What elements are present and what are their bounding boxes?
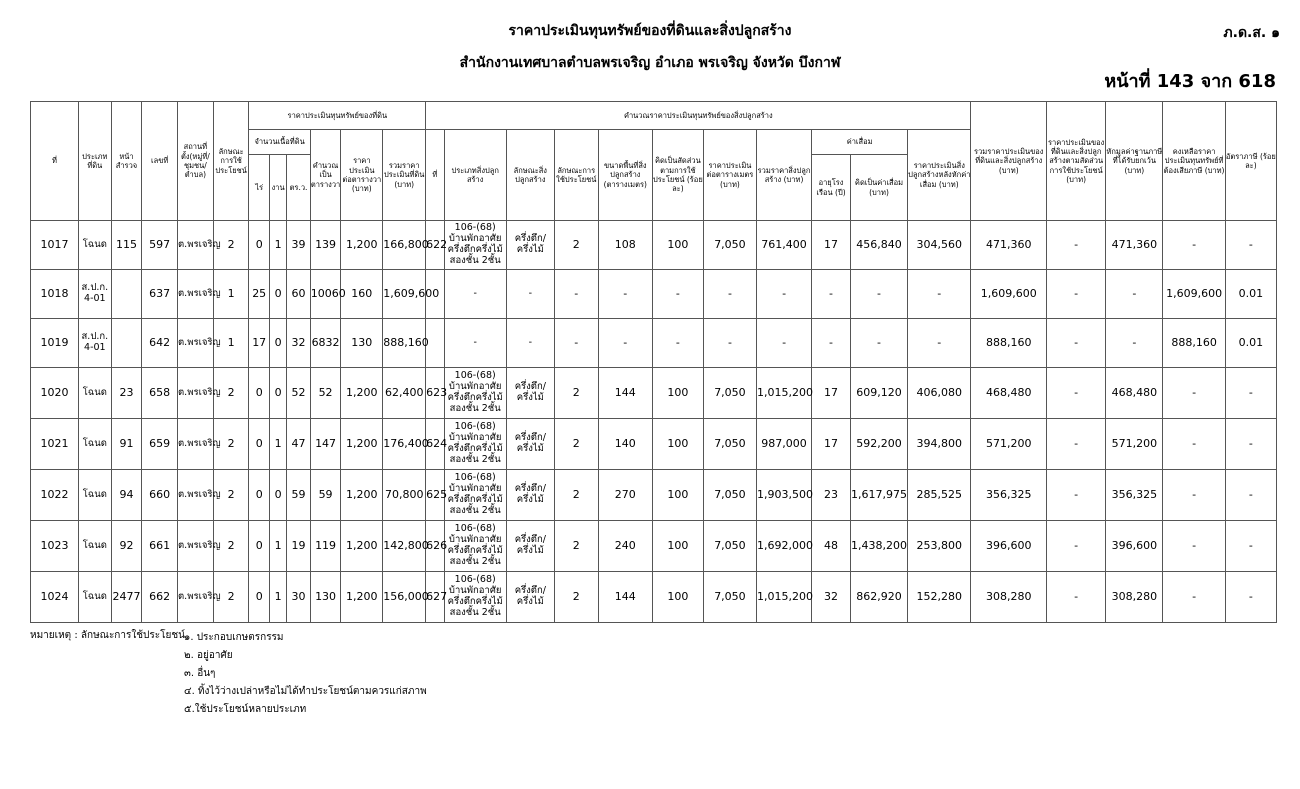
cell-survey-page: 23 — [111, 368, 142, 419]
col-header-survey-page: หน้าสำรวจ — [111, 102, 142, 221]
table-row — [31, 521, 1277, 572]
cell-bld-price-sqm: 7,050 — [703, 368, 756, 419]
cell-bld-area: 240 — [598, 521, 652, 572]
col-header-bld-pct: คิดเป็นสัดส่วนตามการใช้ประโยชน์ (ร้อยละ) — [652, 130, 703, 221]
col-header-wa: ตร.ว. — [287, 155, 310, 221]
cell-bld-usage: 2 — [554, 419, 598, 470]
cell-total-value: 571,200 — [971, 419, 1047, 470]
cell-proportional: - — [1047, 521, 1106, 572]
cell-survey-page — [111, 270, 142, 319]
cell-tax-rate: - — [1225, 221, 1276, 270]
cell-location: ต.พรเจริญ — [178, 572, 214, 623]
cell-bld-usage: 2 — [554, 470, 598, 521]
table-row — [31, 319, 1277, 368]
cell-tax-rate: - — [1225, 470, 1276, 521]
cell-depr-amount: 592,200 — [850, 419, 907, 470]
cell-bld-usage: 2 — [554, 572, 598, 623]
cell-deed-no: 660 — [142, 470, 178, 521]
col-group-building-value: คำนวณราคาประเมินทุนทรัพย์ของสิ่งปลูกสร้าง — [426, 102, 971, 130]
cell-depr-amount: 1,438,200 — [850, 521, 907, 572]
cell-total-value: 1,609,600 — [971, 270, 1047, 319]
cell-bld-usage: - — [554, 270, 598, 319]
cell-land-type: ส.ป.ก. 4-01 — [78, 319, 111, 368]
cell-price-per-wa: 1,200 — [341, 221, 383, 270]
cell-survey-page — [111, 319, 142, 368]
col-header-age: อายุโรงเรือน (ปี) — [812, 155, 851, 221]
cell-usage: 2 — [213, 572, 249, 623]
cell-price-per-wa: 130 — [341, 319, 383, 368]
cell-wa: 30 — [287, 572, 310, 623]
cell-price-per-wa: 1,200 — [341, 470, 383, 521]
cell-proportional: - — [1047, 221, 1106, 270]
cell-bld-char: ครึ่งตึก/ครึ่งไม้ — [506, 419, 554, 470]
cell-land-type: โฉนด — [78, 221, 111, 270]
cell-wa: 32 — [287, 319, 310, 368]
cell-taxable: - — [1163, 470, 1225, 521]
cell-price-per-wa: 1,200 — [341, 521, 383, 572]
col-header-bld-total: รวมราคาสิ่งปลูกสร้าง (บาท) — [756, 130, 811, 221]
cell-bld-after-depr: - — [908, 319, 971, 368]
cell-deduction: 468,480 — [1106, 368, 1163, 419]
cell-taxable: - — [1163, 572, 1225, 623]
cell-area-sqwa: 52 — [310, 368, 341, 419]
cell-bld-type: 106-(68) บ้านพักอาศัยครึ่งตึกครึ่งไม้สองชั้น 2ชั้น — [444, 221, 506, 270]
cell-price-per-wa: 1,200 — [341, 419, 383, 470]
cell-bld-price-sqm: 7,050 — [703, 521, 756, 572]
cell-location: ต.พรเจริญ — [178, 521, 214, 572]
cell-age: 32 — [812, 572, 851, 623]
cell-deed-no: 658 — [142, 368, 178, 419]
cell-area-sqwa: 119 — [310, 521, 341, 572]
cell-bld-total: 1,015,200 — [756, 572, 811, 623]
cell-area-sqwa: 147 — [310, 419, 341, 470]
cell-proportional: - — [1047, 470, 1106, 521]
col-group-land-area: จำนวนเนื้อที่ดิน — [249, 130, 310, 155]
cell-no: 1024 — [31, 572, 79, 623]
cell-deed-no: 642 — [142, 319, 178, 368]
cell-bld-usage: 2 — [554, 521, 598, 572]
cell-land-type: โฉนด — [78, 521, 111, 572]
cell-survey-page: 91 — [111, 419, 142, 470]
cell-ngan: 1 — [269, 521, 286, 572]
cell-bld-pct: 100 — [652, 521, 703, 572]
cell-bld-no: 624 — [426, 419, 444, 470]
cell-bld-type: - — [444, 270, 506, 319]
cell-bld-usage: 2 — [554, 368, 598, 419]
cell-no: 1020 — [31, 368, 79, 419]
cell-ngan: 0 — [269, 319, 286, 368]
cell-age: 48 — [812, 521, 851, 572]
cell-survey-page: 115 — [111, 221, 142, 270]
cell-age: 23 — [812, 470, 851, 521]
cell-land-total: 176,400 — [383, 419, 426, 470]
cell-depr-amount: 862,920 — [850, 572, 907, 623]
cell-location: ต.พรเจริญ — [178, 419, 214, 470]
cell-land-total: 156,000 — [383, 572, 426, 623]
cell-depr-amount: 1,617,975 — [850, 470, 907, 521]
cell-bld-total: 1,692,000 — [756, 521, 811, 572]
cell-bld-no: 627 — [426, 572, 444, 623]
note-item-5: ๕.ใช้ประโยชน์หลายประเภท — [184, 704, 307, 715]
cell-bld-price-sqm: - — [703, 270, 756, 319]
cell-bld-usage: - — [554, 319, 598, 368]
col-header-price-per-wa: ราคาประเมินต่อตารางวา (บาท) — [341, 130, 383, 221]
cell-bld-after-depr: 406,080 — [908, 368, 971, 419]
cell-survey-page: 2477 — [111, 572, 142, 623]
table-body — [31, 221, 1277, 623]
cell-total-value: 471,360 — [971, 221, 1047, 270]
cell-no: 1019 — [31, 319, 79, 368]
col-header-bld-type: ประเภทสิ่งปลูกสร้าง — [444, 130, 506, 221]
cell-deed-no: 662 — [142, 572, 178, 623]
cell-rai: 0 — [249, 572, 269, 623]
cell-bld-after-depr: 285,525 — [908, 470, 971, 521]
table-row — [31, 572, 1277, 623]
cell-taxable: - — [1163, 419, 1225, 470]
col-header-bld-char: ลักษณะสิ่งปลูกสร้าง — [506, 130, 554, 221]
cell-rai: 25 — [249, 270, 269, 319]
cell-usage: 2 — [213, 419, 249, 470]
cell-deduction: 356,325 — [1106, 470, 1163, 521]
cell-bld-total: - — [756, 270, 811, 319]
cell-wa: 52 — [287, 368, 310, 419]
cell-bld-price-sqm: 7,050 — [703, 419, 756, 470]
cell-bld-pct: 100 — [652, 470, 703, 521]
cell-bld-no: 623 — [426, 368, 444, 419]
cell-tax-rate: - — [1225, 521, 1276, 572]
col-header-land-type: ประเภทที่ดิน — [78, 102, 111, 221]
cell-rai: 0 — [249, 419, 269, 470]
cell-rai: 0 — [249, 470, 269, 521]
cell-area-sqwa: 130 — [310, 572, 341, 623]
page-indicator: หน้าที่ 143 จาก 618 — [1104, 71, 1276, 92]
cell-bld-total: 1,903,500 — [756, 470, 811, 521]
cell-tax-rate: 0.01 — [1225, 270, 1276, 319]
cell-ngan: 1 — [269, 419, 286, 470]
cell-bld-total: 1,015,200 — [756, 368, 811, 419]
cell-bld-type: 106-(68) บ้านพักอาศัยครึ่งตึกครึ่งไม้สองชั้น 2ชั้น — [444, 521, 506, 572]
table-row — [31, 470, 1277, 521]
cell-wa: 47 — [287, 419, 310, 470]
col-group-depreciation: ค่าเสื่อม — [812, 130, 908, 155]
cell-deed-no: 637 — [142, 270, 178, 319]
cell-bld-type: 106-(68) บ้านพักอาศัยครึ่งตึกครึ่งไม้สองชั้น 2ชั้น — [444, 368, 506, 419]
cell-rai: 0 — [249, 521, 269, 572]
cell-location: ต.พรเจริญ — [178, 270, 214, 319]
cell-area-sqwa: 139 — [310, 221, 341, 270]
cell-bld-char: ครึ่งตึก/ครึ่งไม้ — [506, 572, 554, 623]
cell-area-sqwa: 59 — [310, 470, 341, 521]
cell-bld-no: 625 — [426, 470, 444, 521]
col-header-bld-area: ขนาดพื้นที่สิ่งปลูกสร้าง (ตารางเมตร) — [598, 130, 652, 221]
cell-wa: 60 — [287, 270, 310, 319]
cell-proportional: - — [1047, 368, 1106, 419]
cell-bld-price-sqm: 7,050 — [703, 572, 756, 623]
cell-land-type: โฉนด — [78, 572, 111, 623]
cell-taxable: 888,160 — [1163, 319, 1225, 368]
cell-age: 17 — [812, 419, 851, 470]
cell-bld-pct: 100 — [652, 368, 703, 419]
cell-total-value: 308,280 — [971, 572, 1047, 623]
cell-bld-area: 108 — [598, 221, 652, 270]
cell-age: 17 — [812, 368, 851, 419]
cell-no: 1021 — [31, 419, 79, 470]
form-code: ภ.ด.ส. ๑ — [1223, 25, 1280, 41]
cell-depr-amount: - — [850, 319, 907, 368]
cell-land-total: 62,400 — [383, 368, 426, 419]
cell-bld-area: - — [598, 319, 652, 368]
cell-bld-price-sqm: - — [703, 319, 756, 368]
cell-age: - — [812, 319, 851, 368]
cell-land-type: โฉนด — [78, 368, 111, 419]
cell-total-value: 888,160 — [971, 319, 1047, 368]
col-header-location: สถานที่ตั้ง(หมู่ที่/ชุมชน/ตำบล) — [178, 102, 214, 221]
cell-deduction: 471,360 — [1106, 221, 1163, 270]
cell-proportional: - — [1047, 572, 1106, 623]
cell-usage: 2 — [213, 470, 249, 521]
cell-usage: 2 — [213, 521, 249, 572]
cell-deduction: 396,600 — [1106, 521, 1163, 572]
cell-price-per-wa: 1,200 — [341, 368, 383, 419]
cell-bld-area: 270 — [598, 470, 652, 521]
cell-taxable: - — [1163, 521, 1225, 572]
cell-location: ต.พรเจริญ — [178, 470, 214, 521]
cell-bld-pct: 100 — [652, 419, 703, 470]
cell-depr-amount: - — [850, 270, 907, 319]
note-item-3: ๓. อื่นๆ — [184, 668, 216, 679]
cell-bld-usage: 2 — [554, 221, 598, 270]
cell-bld-after-depr: - — [908, 270, 971, 319]
cell-bld-area: - — [598, 270, 652, 319]
cell-survey-page: 94 — [111, 470, 142, 521]
note-item-2: ๒. อยู่อาศัย — [184, 650, 233, 661]
col-header-tax-rate: อัตราภาษี (ร้อยละ) — [1225, 102, 1276, 221]
cell-ngan: 0 — [269, 368, 286, 419]
col-header-no: ที่ — [31, 102, 79, 221]
cell-survey-page: 92 — [111, 521, 142, 572]
cell-deduction: - — [1106, 319, 1163, 368]
cell-ngan: 1 — [269, 221, 286, 270]
cell-wa: 19 — [287, 521, 310, 572]
col-header-land-total: รวมราคาประเมินที่ดิน (บาท) — [383, 130, 426, 221]
cell-bld-type: 106-(68) บ้านพักอาศัยครึ่งตึกครึ่งไม้สองชั้น 2ชั้น — [444, 470, 506, 521]
cell-land-type: โฉนด — [78, 470, 111, 521]
col-header-bld-after-depr: ราคาประเมินสิ่งปลูกสร้างหลังหักค่าเสื่อม (บาท) — [908, 130, 971, 221]
cell-usage: 1 — [213, 270, 249, 319]
cell-bld-price-sqm: 7,050 — [703, 470, 756, 521]
cell-total-value: 356,325 — [971, 470, 1047, 521]
cell-deed-no: 659 — [142, 419, 178, 470]
cell-price-per-wa: 160 — [341, 270, 383, 319]
cell-ngan: 0 — [269, 270, 286, 319]
col-header-bld-price-sqm: ราคาประเมินต่อตารางเมตร (บาท) — [703, 130, 756, 221]
col-header-rai: ไร่ — [249, 155, 269, 221]
cell-bld-type: 106-(68) บ้านพักอาศัยครึ่งตึกครึ่งไม้สองชั้น 2ชั้น — [444, 419, 506, 470]
cell-land-total: 166,800 — [383, 221, 426, 270]
col-header-deduction: หักมูลค่าฐานภาษีที่ได้รับยกเว้น (บาท) — [1106, 102, 1163, 221]
cell-ngan: 1 — [269, 572, 286, 623]
cell-no: 1017 — [31, 221, 79, 270]
cell-bld-char: ครึ่งตึก/ครึ่งไม้ — [506, 521, 554, 572]
cell-area-sqwa: 10060 — [310, 270, 341, 319]
cell-depr-amount: 456,840 — [850, 221, 907, 270]
cell-usage: 2 — [213, 368, 249, 419]
col-group-land-value: ราคาประเมินทุนทรัพย์ของที่ดิน — [249, 102, 426, 130]
cell-land-total: 888,160 — [383, 319, 426, 368]
cell-deduction: - — [1106, 270, 1163, 319]
cell-bld-total: 761,400 — [756, 221, 811, 270]
cell-bld-pct: 100 — [652, 572, 703, 623]
cell-bld-char: - — [506, 270, 554, 319]
cell-usage: 2 — [213, 221, 249, 270]
cell-depr-amount: 609,120 — [850, 368, 907, 419]
table-row — [31, 221, 1277, 270]
cell-bld-total: - — [756, 319, 811, 368]
cell-proportional: - — [1047, 319, 1106, 368]
col-header-taxable: คงเหลือราคาประเมินทุนทรัพย์ที่ต้องเสียภาษี (บาท) — [1163, 102, 1225, 221]
cell-deed-no: 597 — [142, 221, 178, 270]
cell-tax-rate: 0.01 — [1225, 319, 1276, 368]
cell-bld-after-depr: 152,280 — [908, 572, 971, 623]
cell-bld-area: 144 — [598, 572, 652, 623]
col-header-total-value: รวมราคาประเมินของที่ดินและสิ่งปลูกสร้าง (บาท) — [971, 102, 1047, 221]
cell-rai: 0 — [249, 368, 269, 419]
header-row-1 — [31, 102, 1277, 130]
cell-wa: 59 — [287, 470, 310, 521]
cell-land-type: โฉนด — [78, 419, 111, 470]
assessment-table — [30, 101, 1277, 623]
cell-bld-type: 106-(68) บ้านพักอาศัยครึ่งตึกครึ่งไม้สองชั้น 2ชั้น — [444, 572, 506, 623]
cell-bld-type: - — [444, 319, 506, 368]
cell-bld-after-depr: 253,800 — [908, 521, 971, 572]
col-header-proportional: ราคาประเมินของที่ดินและสิ่งปลูกสร้างตามสัดส่วนการใช้ประโยชน์ (บาท) — [1047, 102, 1106, 221]
cell-no: 1023 — [31, 521, 79, 572]
cell-land-total: 1,609,600 — [383, 270, 426, 319]
cell-bld-area: 140 — [598, 419, 652, 470]
cell-location: ต.พรเจริญ — [178, 368, 214, 419]
cell-tax-rate: - — [1225, 368, 1276, 419]
col-header-area-sqwa: คำนวณเป็นตารางวา — [310, 130, 341, 221]
cell-land-total: 142,800 — [383, 521, 426, 572]
cell-usage: 1 — [213, 319, 249, 368]
col-header-depr-amount: คิดเป็นค่าเสื่อม (บาท) — [850, 155, 907, 221]
document-subtitle: สำนักงานเทศบาลตำบลพรเจริญ อำเภอ พรเจริญ จังหวัด บึงกาฬ — [459, 55, 841, 71]
cell-bld-pct: - — [652, 270, 703, 319]
cell-bld-price-sqm: 7,050 — [703, 221, 756, 270]
cell-no: 1022 — [31, 470, 79, 521]
cell-location: ต.พรเจริญ — [178, 319, 214, 368]
cell-location: ต.พรเจริญ — [178, 221, 214, 270]
col-header-usage: ลักษณะการใช้ประโยชน์ — [213, 102, 249, 221]
table-row — [31, 419, 1277, 470]
col-header-ngan: งาน — [269, 155, 286, 221]
cell-bld-area: 144 — [598, 368, 652, 419]
cell-rai: 0 — [249, 221, 269, 270]
cell-proportional: - — [1047, 419, 1106, 470]
cell-proportional: - — [1047, 270, 1106, 319]
note-item-4: ๔. ทิ้งไว้ว่างเปล่าหรือไม่ได้ทำประโยชน์ตามควรแก่สภาพ — [184, 686, 427, 697]
cell-total-value: 468,480 — [971, 368, 1047, 419]
cell-no: 1018 — [31, 270, 79, 319]
col-header-deed-no: เลขที่ — [142, 102, 178, 221]
cell-taxable: - — [1163, 368, 1225, 419]
cell-bld-no: 622 — [426, 221, 444, 270]
notes-label: หมายเหตุ : ลักษณะการใช้ประโยชน์ — [30, 630, 185, 641]
document-title: ราคาประเมินทุนทรัพย์ของที่ดินและสิ่งปลูกสร้าง — [508, 23, 792, 39]
cell-ngan: 0 — [269, 470, 286, 521]
cell-bld-char: ครึ่งตึก/ครึ่งไม้ — [506, 470, 554, 521]
note-item-1: ๑. ประกอบเกษตรกรรม — [184, 632, 284, 643]
cell-deduction: 308,280 — [1106, 572, 1163, 623]
cell-bld-no: 626 — [426, 521, 444, 572]
cell-deduction: 571,200 — [1106, 419, 1163, 470]
cell-wa: 39 — [287, 221, 310, 270]
cell-bld-pct: 100 — [652, 221, 703, 270]
cell-age: 17 — [812, 221, 851, 270]
cell-tax-rate: - — [1225, 572, 1276, 623]
table-row — [31, 368, 1277, 419]
col-header-bld-no: ที่ — [426, 130, 444, 221]
cell-tax-rate: - — [1225, 419, 1276, 470]
cell-taxable: - — [1163, 221, 1225, 270]
cell-bld-after-depr: 304,560 — [908, 221, 971, 270]
cell-bld-char: ครึ่งตึก/ครึ่งไม้ — [506, 221, 554, 270]
cell-bld-char: ครึ่งตึก/ครึ่งไม้ — [506, 368, 554, 419]
cell-land-type: ส.ป.ก. 4-01 — [78, 270, 111, 319]
cell-age: - — [812, 270, 851, 319]
cell-price-per-wa: 1,200 — [341, 572, 383, 623]
cell-total-value: 396,600 — [971, 521, 1047, 572]
cell-bld-total: 987,000 — [756, 419, 811, 470]
col-header-bld-usage: ลักษณะการใช้ประโยชน์ — [554, 130, 598, 221]
cell-rai: 17 — [249, 319, 269, 368]
cell-taxable: 1,609,600 — [1163, 270, 1225, 319]
table-row — [31, 270, 1277, 319]
cell-deed-no: 661 — [142, 521, 178, 572]
cell-bld-pct: - — [652, 319, 703, 368]
cell-area-sqwa: 6832 — [310, 319, 341, 368]
cell-bld-after-depr: 394,800 — [908, 419, 971, 470]
cell-bld-char: - — [506, 319, 554, 368]
cell-land-total: 70,800 — [383, 470, 426, 521]
